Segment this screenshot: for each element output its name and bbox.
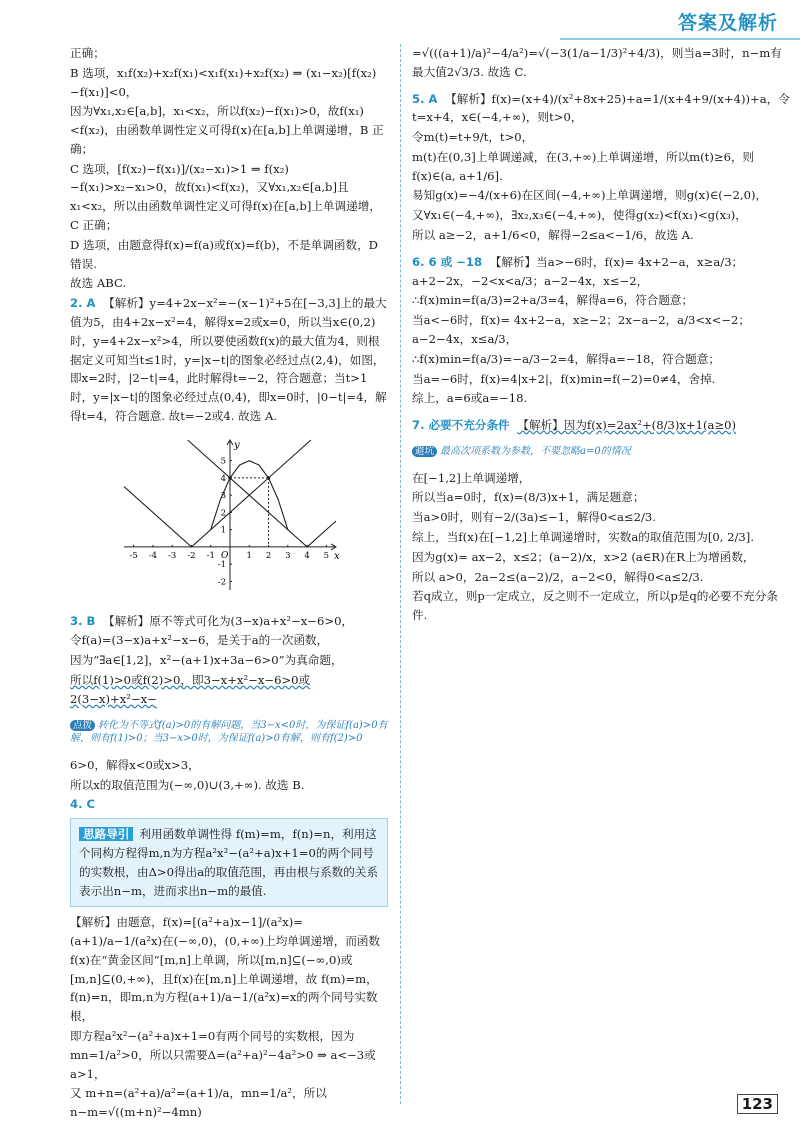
annotation-note	[70, 719, 388, 746]
text-line: B 选项，x₁f(x₂)+x₂f(x₁)<x₁f(x₁)+x₂f(x₂) ⇒ (x₁−x₂)[f(x₂)−f(x₁)]<0，	[70, 65, 377, 99]
y-tick-label: -2	[217, 577, 226, 588]
x-tick-label: -4	[148, 550, 158, 561]
x-tick-label: -5	[129, 550, 138, 561]
question-4	[70, 795, 388, 814]
page-number: 123	[737, 1094, 778, 1114]
page-header	[0, 0, 800, 40]
x-tick-label: 1	[246, 550, 252, 561]
text-line: 易知g(x)=−4/(x+6)在区间(−4,+∞)上单调递增，则g(x)∈(−2,0)，	[412, 188, 768, 203]
question-answer: 必要不充分条件	[428, 418, 510, 433]
y-tick-label: 3	[220, 490, 226, 501]
question-text: 【解析】原不等式可化为(3−x)a+x²−x−6>0，	[103, 613, 354, 628]
text-line: 所以当a=0时，f(x)=(8/3)x+1，满足题意；	[412, 490, 645, 505]
text-line: 令f(a)=(3−x)a+x²−x−6，是关于a的一次函数，	[70, 633, 329, 648]
annotation-note	[412, 445, 790, 459]
y-tick-label: 1	[220, 525, 226, 536]
x-tick-label: -1	[206, 550, 215, 561]
text-line: 因为“∃a∈[1,2]，x²−(a+1)x+3a−6>0”为真命题，	[70, 653, 343, 668]
x-tick-label: 2	[265, 550, 272, 561]
annotation-label: 点拨	[70, 720, 95, 731]
annotation-text: 最高次项系	[440, 445, 491, 457]
text-line: 因为g(x)= ax−2，x≤2；(a−2)/x，x>2 (a∈R)在R上为增函数，	[412, 549, 755, 564]
text-line: 6>0，解得x<0或x>3，	[70, 757, 200, 772]
text-line: 当a=−6时，f(x)=4|x+2|，f(x)min=f(−2)=0≠4，舍掉.	[412, 371, 716, 386]
text-line: 又 m+n=(a²+a)/a²=(a+1)/a，mn=1/a²，所以 n−m=√((m+n)²−4mn)	[70, 1086, 327, 1120]
right-column	[412, 44, 790, 626]
text-line: C 选项，[f(x₂)−f(x₁)]/(x₂−x₁)>1 ⇒ f(x₂)−f(x₁)>x₂−x₁>0，故f(x₁)<f(x₂)，又∀x₁,x₂∈[a,b]且x₁<x₂，所以由函数单调性定义可得f(x)在[a,b]上单调递增，C 正确；	[70, 161, 381, 233]
question-answer: B	[86, 613, 96, 628]
question-text: 【解析】f(x)=(x+4)/(x²+8x+25)+a=1/(x+4+9/(x+4))+a，令t=x+4，x∈(−4,+∞)，则t>0，	[412, 91, 790, 125]
text-line: 当a>0时，则有−2/(3a)≤−1，解得0<a≤2/3.	[412, 510, 656, 525]
x-tick-label: 5	[323, 550, 330, 561]
text-line: 所以f(1)>0或f(2)>0，即3−x+x²−x−6>0或2(3−x)+x²−x−	[70, 672, 311, 706]
hint-text: 利用函数单调性得 f(m)=m，f(n)=n，利用这个同构方程得m,n为方程a²x²−(a²+a)x+1=0的两个同号的实数根，由Δ>0得出a的取值范围，再由根与系数的关系表示出n−m，进而求出n−m的最值.	[79, 827, 379, 898]
question-answer: C	[86, 797, 95, 812]
text-line: 综上，当f(x)在[−1,2]上单调递增时，实数a的取值范围为[0, 2/3].	[412, 530, 755, 544]
left-column	[70, 44, 388, 1123]
question-answer: A	[86, 296, 96, 311]
text-line: 又∀x₁∈(−4,+∞)，∃x₂,x₃∈(−4,+∞)，使得g(x₂)<f(x₁)<g(x₃)，	[412, 208, 747, 223]
text-line: 令m(t)=t+9/t，t>0，	[412, 130, 534, 145]
text-line: 综上，a=6或a=−18.	[412, 391, 528, 406]
question-number: 4.	[70, 797, 83, 812]
text-line: ∴f(x)min=f(a/3)=−a/3−2=4，解得a=−18，符合题意；	[412, 351, 720, 366]
question-text: 【解析】因为f(x)=2ax²+(8/3)x+1(a≥0)	[517, 418, 737, 433]
question-number: 2.	[70, 296, 83, 311]
annotation-label: 避坑	[412, 446, 437, 457]
text-line: 当a<−6时，f(x)= 4x+2−a，x≥−2；2x−a−2，a/3<x<−2；a−2−4x，x≤a/3，	[412, 313, 751, 346]
question-answer: 6 或 −18	[428, 254, 483, 269]
function-graph	[118, 432, 350, 604]
text-line: 正确；	[70, 46, 105, 60]
column-divider	[400, 44, 401, 1104]
text-line: D 选项，由题意得f(x)=f(a)或f(x)=f(b)，不是单调函数，D 错误.	[70, 237, 378, 271]
y-tick-label: 2	[220, 508, 226, 519]
text-line: 所以 a>0，2a−2≤(a−2)/2，a−2<0，解得0<a≤2/3.	[412, 569, 704, 584]
question-text: 【解析】y=4+2x−x²=−(x−1)²+5在[−3,3]上的最大值为5，由4+2x−x²=4，解得x=2或x=0，所以当x∈(0,2)时，y=4+2x−x²>4，所以要使函数f(x)的最大值为4，则根据定义可知当t≤1时，y=|x−t|的图象必经过点(2,4)，如图，即x=2时，|2−t|=4，此时解得t=−2，符合题意；当t>1时，y=|x−t|的图象必经过点(0,4)，即x=0时，|0−t|=4，解得t=4，符合题意. 故t=−2或4. 故选 A.	[70, 296, 387, 423]
header-title: 答案及解析	[677, 12, 778, 34]
question-number: 5.	[412, 91, 425, 106]
question-number: 6.	[412, 254, 425, 269]
question-3	[70, 612, 388, 631]
question-5	[412, 90, 790, 128]
header-rule	[560, 38, 800, 40]
text-line: =√(((a+1)/a)²−4/a²)=√(−3(1/a−1/3)²+4/3)，则当a=3时，n−m有最大值2√3/3. 故选 C.	[412, 46, 782, 79]
annotation-text: 转化为不等式f(a)>0的有解问题，当3−x<0时，为保证f(a)>0有解，则有f(1)>0；当3−x>0时，为保证f(a)>0有解，则有f(2)>0	[70, 719, 388, 745]
text-line: 【解析】由题意，f(x)=[(a²+a)x−1]/(a²x)=(a+1)/a−1/(a²x)在(−∞,0)，(0,+∞)上均单调递增，而函数f(x)在“黄金区间”[m,n]上单调，所以[m,n]⊆(−∞,0)或[m,n]⊆(0,+∞)，且f(x)在[m,n]上单调递增，故 f(m)=m，f(n)=n，即m,n为方程(a+1)/a−1/(a²x)=x的两个同号实数根，	[70, 915, 381, 1024]
question-number: 3.	[70, 613, 83, 628]
y-axis-label: y	[234, 439, 240, 451]
x-tick-label: 4	[304, 550, 310, 561]
question-text: 【解析】当a>−6时，f(x)= 4x+2−a，x≥a/3；a+2−2x，−2<x<a/3；a−2−4x，x≤−2，	[412, 254, 744, 288]
y-tick-label: 5	[220, 456, 226, 467]
text-line: ∴f(x)min=f(a/3)=2+a/3=4，解得a=6，符合题意；	[412, 293, 694, 308]
intersection-point	[267, 476, 271, 480]
text-line: m(t)在(0,3]上单调递减，在(3,+∞)上单调递增，所以m(t)≥6，则f(x)∈(a, a+1/6].	[412, 149, 755, 183]
x-axis-label: x	[334, 550, 340, 562]
question-7	[412, 416, 790, 435]
text-line: 在[−1,2]上单调递增，	[412, 470, 531, 485]
hint-label: 思路导引	[79, 827, 133, 841]
x-tick-label: -3	[168, 550, 177, 561]
y-tick-label: -1	[217, 559, 226, 570]
text-line: 所以x的取值范围为(−∞,0)∪(3,+∞). 故选 B.	[70, 777, 305, 792]
x-tick-label: -2	[187, 550, 196, 561]
origin-label: O	[221, 550, 229, 561]
text-line: 故选 ABC.	[70, 276, 127, 291]
text-line: 即方程a²x²−(a²+a)x+1=0有两个同号的实数根，因为mn=1/a²>0，所以只需要Δ=(a²+a)²−4a²>0 ⇒ a<−3或a>1，	[70, 1029, 376, 1081]
text-line: 因为∀x₁,x₂∈[a,b]，x₁<x₂，所以f(x₂)−f(x₁)>0，故f(x₁)<f(x₂)，由函数单调性定义可得f(x)在[a,b]上单调递增，B 正确；	[70, 104, 384, 156]
question-number: 7.	[412, 418, 425, 433]
text-line: 若q成立，则p一定成立，反之则不一定成立，所以p是q的必要不充分条件.	[412, 589, 778, 623]
y-tick-label: 4	[220, 473, 226, 484]
question-2	[70, 294, 388, 425]
x-tick-label: 3	[285, 550, 291, 561]
annotation-text: 数为参数，不要忽略a=0的情况	[490, 445, 631, 457]
hint-box	[70, 818, 388, 907]
series-line-1	[124, 440, 311, 547]
text-line: 所以 a≥−2，a+1/6<0，解得−2≤a<−1/6，故选 A.	[412, 228, 694, 243]
question-answer: A	[428, 91, 438, 106]
question-6	[412, 253, 790, 291]
